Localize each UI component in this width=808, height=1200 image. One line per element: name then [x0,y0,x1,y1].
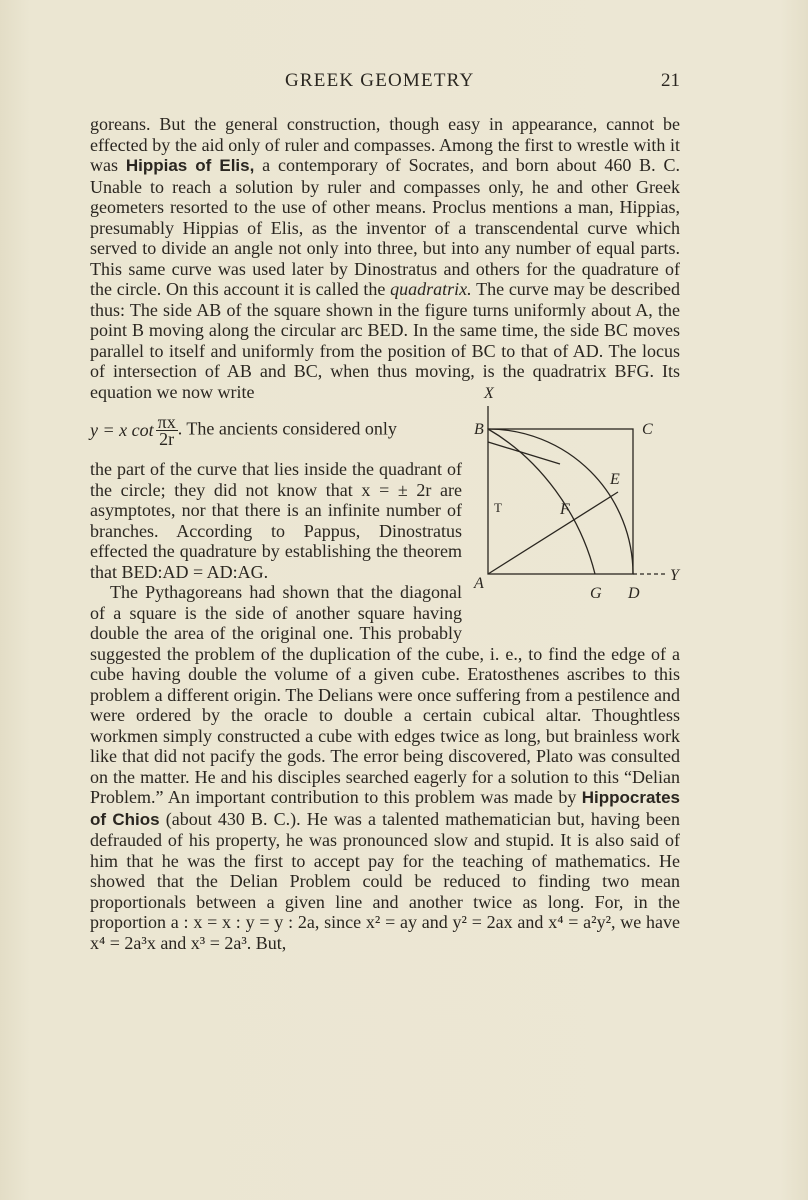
paragraph-1-text-a: goreans. But the general construction, though easy in appearance, cannot be effected by the aid only of ruler and compasses. Among the first to wrestle with it was [90,114,680,175]
page-header [90,70,680,100]
fraction-numerator: πx [157,412,176,432]
label-t: T [494,499,502,515]
label-d: D [628,584,640,602]
label-x: X [484,384,494,402]
paragraph-2-text-b: (about 430 B. C.). He was a talented mathematician but, having been defrauded of his property, he was pronounced slow and stupid. It is also said of him that he was the first to accept pay for the teaching of mathematics. He showed that the Delian Problem could be reduced to finding two mean proportionals between a given line and another twice as long. For, in the proportion a : x = x : y = y : 2a, since x² = ay and y² = 2ax and x⁴ = a²y², we have x⁴ = 2a³x and x³ = 2a³. But, [90,808,680,953]
equation-after: . The ancients considered only [177,418,397,439]
equation-fraction [156,414,178,447]
paragraph-1-text-c: The curve may be described thus: The side AB of the square shown in the figure turns uniformly about A, the point B moving along the circular arc BED. In the same time, the side BC moves parallel to itself and uniformly from the position of BC to that of AD. The locus of intersection of AB and BC, when thus moving, is the quadratrix BFG. Its equation we now write [90,279,680,402]
label-a: A [474,574,484,592]
running-title: GREEK GEOMETRY [285,70,475,91]
paragraph-1-text-d: the part of the curve that lies inside the quadrant of the circle; they did not know that x = ± 2r are asymptotes, nor that there is an infinite number of branches. According to Pappus, Dinostratus effected the quadrature by establishing the theorem that BED:AD = AD:AG. [90,459,462,582]
label-g: G [590,584,602,602]
paragraph-1-text-b: a contemporary of Socrates, and born about 460 B. C. Unable to reach a solution by ruler and compasses only, he and other Greek geometers resorted to the use of other means. Proclus mentions a man, Hippias, presumably Hippias of Elis, as the inventor of a transcendental curve which served to divide an angle not only into three, but into any number of equal parts. This same curve was used later by Dinostratus and others for the quadrature of the circle. On this account it is called the [90,155,681,299]
paragraph-1 [90,114,681,602]
page-number: 21 [661,70,680,91]
quadratrix-curve [488,429,595,574]
label-b: B [474,420,484,438]
paragraph-2-text-a: The Pythagoreans had shown that the diagonal of a square is the side of another square having double the area of the original one. This probably suggested the problem of the duplication of the cube, i. e., to find the edge of a cube having double the volume of a given cube. Eratosthenes ascribes to this problem a different origin. The Delians were once suffering from a pestilence and were ordered by the oracle to double a certain cubical altar. Thoughtless workmen simply constructed a cube with edges twice as long, but brainless work like that did not pacify the gods. The error being discovered, Plato was consulted on the matter. He and his disciples searched eagerly for a solution to this “Delian Problem.” An important contribution to this problem was made by [90,582,680,807]
line-bt [488,442,560,464]
term-quadratrix: quadratrix. [390,279,472,299]
label-e: E [610,470,620,488]
name-hippocrates: Hippocrates of Chios [90,788,680,829]
line-ae [488,492,618,574]
quadratrix-figure [470,384,690,634]
fraction-denominator: 2r [159,429,175,449]
paragraph-2 [90,582,680,953]
label-f: F [560,500,570,518]
label-c: C [642,420,653,438]
equation-left: y = x cot [90,420,154,441]
quadratrix-diagram [470,384,690,634]
label-y: Y [670,566,679,584]
body-text [90,114,680,953]
name-hippias: Hippias of Elis, [125,156,255,175]
